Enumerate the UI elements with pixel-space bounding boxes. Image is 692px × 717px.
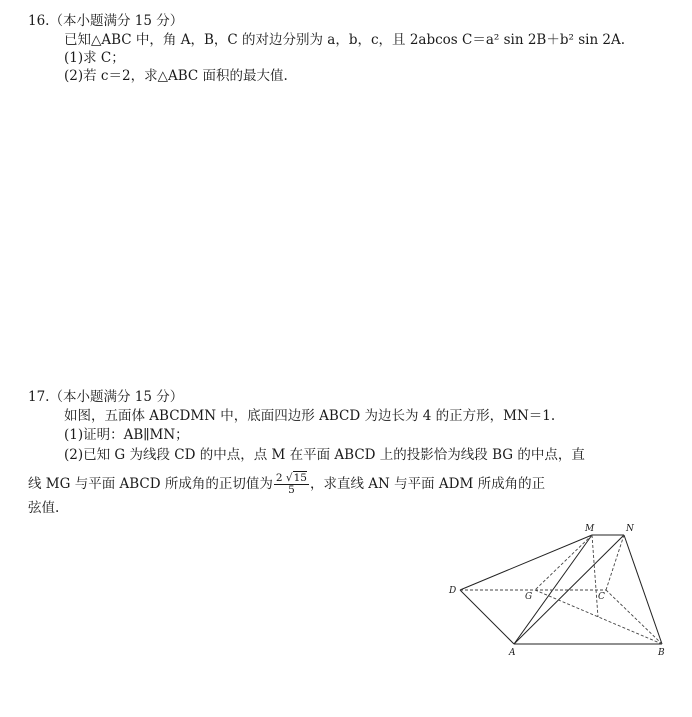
q16-part2: (2)若 c＝2，求△ABC 面积的最大值. — [64, 68, 288, 84]
frac-num-coef: 2 — [275, 472, 283, 484]
label-G: G — [525, 592, 533, 602]
q17-statement: 如图，五面体 ABCDMN 中，底面四边形 ABCD 为边长为 4 的正方形，MN＝1. — [64, 408, 556, 424]
edge-M-foot — [592, 535, 598, 617]
tangent-fraction: $\frac{2 √15}{5}$ — [275, 472, 307, 496]
q17-header: 17.（本小题满分 15 分） — [28, 389, 184, 405]
label-D: D — [449, 586, 457, 596]
q17-part2-line2-pre: 线 MG 与平面 ABCD 所成角的正切值为 — [28, 476, 273, 492]
label-A: A — [509, 648, 516, 658]
edge-CB — [606, 590, 662, 644]
label-N: N — [626, 524, 634, 534]
q17-part2-line1: (2)已知 G 为线段 CD 的中点，点 M 在平面 ABCD 上的投影恰为线段 BG 的中点，直 — [64, 447, 585, 463]
frac-num-radicand: 15 — [293, 472, 307, 484]
label-B: B — [658, 648, 665, 658]
q17-part2-line2-post: ，求直线 AN 与平面 ADM 所成角的正 — [309, 476, 546, 492]
edge-AN — [514, 535, 624, 644]
q16-part1: (1)求 C； — [64, 50, 125, 66]
q17-part1: (1)证明：AB∥MN； — [64, 427, 189, 443]
edge-MG — [535, 535, 592, 590]
q17-part2-line2 — [28, 470, 545, 498]
q16-statement: 已知△ABC 中，角 A，B，C 的对边分别为 a，b，c，且 2abcos C＝a² sin 2B＋b² sin 2A. — [64, 32, 626, 48]
q16-header: 16.（本小题满分 15 分） — [28, 13, 184, 29]
edge-DA — [460, 590, 514, 644]
q17-part2-line3: 弦值. — [28, 500, 60, 516]
label-M: M — [585, 524, 595, 534]
label-C: C — [598, 592, 605, 602]
pentahedron-figure — [440, 520, 675, 660]
frac-den: 5 — [288, 484, 295, 496]
edge-NB — [624, 535, 662, 644]
